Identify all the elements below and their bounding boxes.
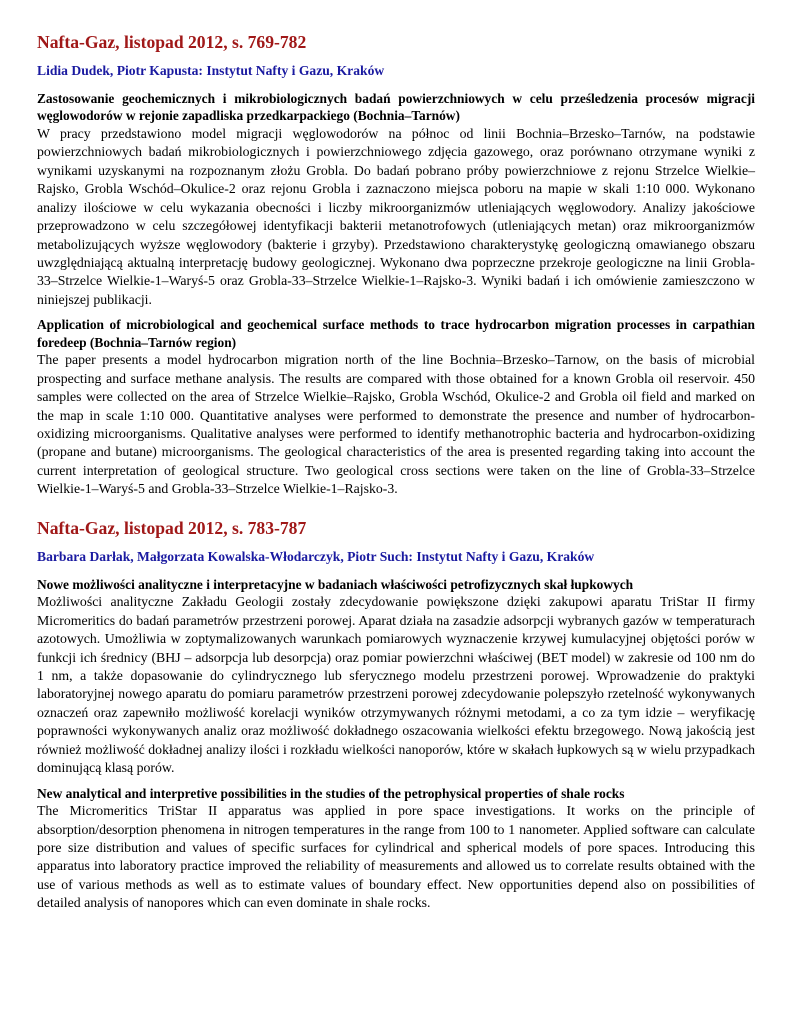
document-page — [37, 32, 755, 920]
article-1 — [37, 32, 755, 499]
title-english: Application of microbiological and geochemical surface methods to trace hydrocarbon migration processes in carpathian foredeep (Bochnia–Tarnów region) — [37, 317, 755, 350]
abstract-polish: Możliwości analityczne Zakładu Geologii zostały zdecydowanie powiększone dzięki zakupowi aparatu TriStar II firmy Micromeritics do badań parametrów przestrzeni porowej. Aparat działa na zasadzie adsorpcji wybranych gazów w temperaturach azotowych. Umożliwia w zoptymalizowanych warunkach pomiarowych wyznaczenie krzywej kumulacyjnej objętości porów w funkcji ich średnicy (BHJ – adsorpcja lub desorpcja) oraz pomiar powierzchni właściwej (BET model) w zakresie od 100 nm do 1 nm, a także dopasowanie do cylindrycznego lub sferycznego modelu przestrzeni porowej. Wprowadzenie do praktyki laboratoryjnej nowego aparatu do pomiaru parametrów przestrzeni porowej zdecydowanie polepszyło rzetelność wykonywanych oznaczeń oraz zapewniło możliwość korelacji wyników otrzymywanych różnymi metodami, a co za tym idzie – weryfikację poprawności wykonywanych analiz oraz możliwość dokładnego oszacowania wielkości efektu brzegowego. Nową jakością jest również możliwość dokładnej analizy ilości i rozkładu wielkości nanoporów, które w skałach łupkowych są w wielu przypadkach dominującą klasą porów. — [37, 594, 755, 776]
article-2 — [37, 518, 755, 913]
title-polish: Zastosowanie geochemicznych i mikrobiologicznych badań powierzchniowych w celu prześledzenia procesów migracji węglowodorów w rejonie zapadliska przedkarpackiego (Bochnia–Tarnów) — [37, 91, 755, 124]
abstract-english: The Micromeritics TriStar II apparatus was applied in pore space investigations. It works on the principle of absorption/desorption phenomena in nitrogen temperatures in the range from 100 to 1 nanometer. Applied software can calculate pore size distribution and values of specific surfaces for cylindrical and spherical models of pore spaces. Introducing this apparatus into laboratory practice improved the reliability of measurements and allowed us to correlate results obtained with the use of various methods as well as to estimate values of boundary effect. New opportunities depend also on possibilities of detailed analysis of nanopores which can even dominate in shale rocks. — [37, 803, 755, 911]
title-polish: Nowe możliwości analityczne i interpretacyjne w badaniach właściwości petrofizycznych skał łupkowych — [37, 576, 634, 592]
abstract-polish: W pracy przedstawiono model migracji węglowodorów na północ od linii Bochnia–Brzesko–Tarnów, na podstawie powierzchniowych badań mikrobiologicznych i powierzchniowego zdjęcia gazowego, oraz porównano otrzymane wyniki z wynikami uzyskanymi na rozpoznanym złożu Grobla. Do badań pobrano próby powierzchniowe z rejonu Strzelce Wielkie–Rajsko, Grobla Wschód–Okulice-2 oraz rejonu Grobla i zaznaczono miejsca poboru na mapie w skali 1:10 000. Wykonano analizy ilościowe w celu wykazania obecności i liczby mikroorganizmów utleniających węglowodory. Analizy jakościowe przeprowadzono w celu szczegółowej identyfikacji bakterii metanotrofowych (utleniających metan) oraz mikroorganizmów metabolizujących wyższe węglowodory (bakterie i grzyby). Przedstawiono charakterystykę geologiczną omawianego obszaru uwzględniającą aktualną interpretację budowy geologicznej. Wykonano dwa poprzeczne przekroje geologiczne na linii Grobla-33–Strzelce Wielkie-1–Waryś-5 oraz Grobla-33–Strzelce Wielkie-1–Rajsko-3. Wyniki badań i ich omówienie zamieszczono w niniejszej publikacji. — [37, 125, 755, 307]
title-english: New analytical and interpretive possibilities in the studies of the petrophysical properties of shale rocks — [37, 785, 625, 801]
article-authors: Lidia Dudek, Piotr Kapusta: Instytut Nafty i Gazu, Kraków — [37, 63, 385, 78]
journal-citation: Nafta-Gaz, listopad 2012, s. 769-782 — [37, 32, 307, 52]
article-authors: Barbara Darłak, Małgorzata Kowalska-Włodarczyk, Piotr Such: Instytut Nafty i Gazu, Kraków — [37, 548, 595, 564]
journal-citation: Nafta-Gaz, listopad 2012, s. 783-787 — [37, 517, 307, 538]
abstract-english: The paper presents a model hydrocarbon migration north of the line Bochnia–Brzesko–Tarnow, on the basis of microbial prospecting and surface methane analysis. The results are compared with those obtained for a known Grobla oil reservoir. 450 samples were collected on the area of Strzelce Wielkie–Rajsko, Grobla Wschód, Okulice-2 and Grobla oil field and marked on the map in scale 1:10 000. Quantitative analyses were performed to demonstrate the presence and number of hydrocarbon-oxidizing microorganisms. Qualitative analyses were performed to identify methanotrophic bacteria and hydrocarbon-oxidizing (propane and butane) microorganisms. The geological characteristics of the area is presented regarding taking into account the current interpretation of geological structure. Two geological cross sections were taken on the line of Grobla-33–Strzelce Wielkie-1–Waryś-5 and Grobla-33–Strzelce Wielkie-1–Rajsko-3. — [37, 352, 755, 497]
